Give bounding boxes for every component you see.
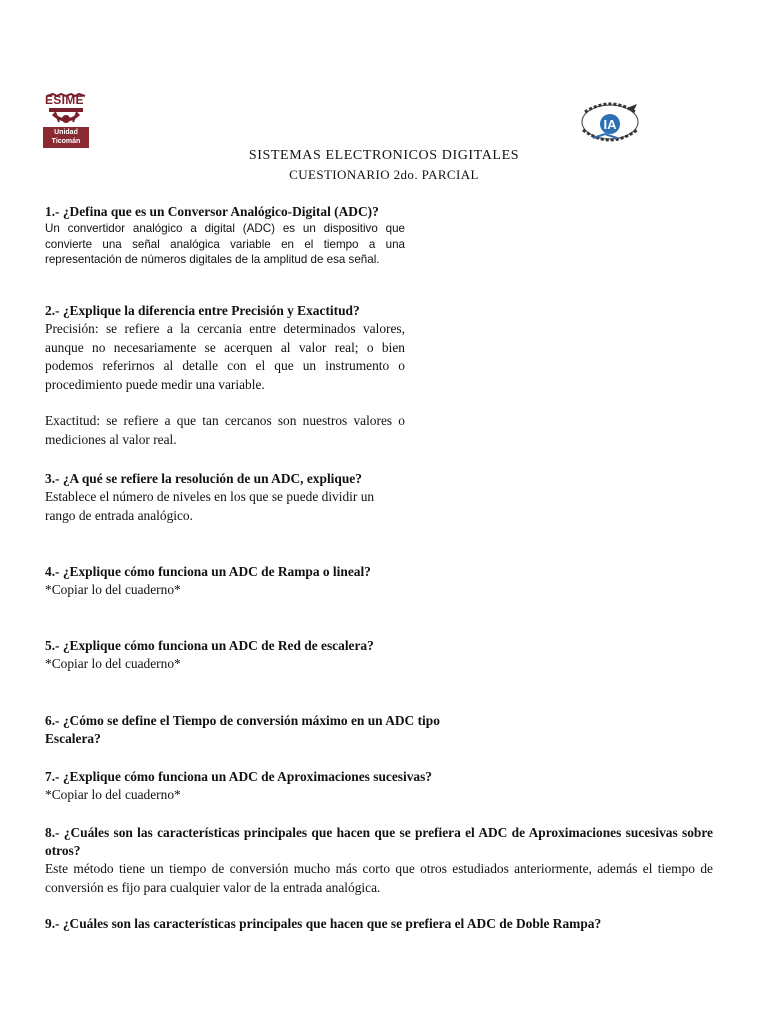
question-block-8: [45, 824, 713, 897]
question-1: 1.- ¿Defina que es un Conversor Analógico-Digital (ADC)?: [45, 204, 379, 219]
answer-3: Establece el número de niveles en los que se puede dividir un rango de entrada analógico.: [45, 489, 375, 523]
question-block-9: [45, 915, 713, 933]
esime-word: ESIME: [45, 93, 84, 107]
question-block-2: [45, 302, 405, 449]
esime-unit-line1: Unidad: [54, 129, 78, 136]
answer-5: *Copiar lo del cuaderno*: [45, 656, 181, 671]
question-2: 2.- ¿Explique la diferencia entre Precisión y Exactitud?: [45, 303, 360, 318]
document-subtitle: CUESTIONARIO 2do. PARCIAL: [289, 167, 479, 182]
svg-text:IA: IA: [603, 117, 617, 132]
document-title: SISTEMAS ELECTRONICOS DIGITALES: [248, 148, 520, 163]
question-block-3: [45, 470, 405, 525]
question-7: 7.- ¿Explique cómo funciona un ADC de Aproximaciones sucesivas?: [45, 769, 433, 784]
question-block-5: [45, 637, 405, 674]
question-block-6: [45, 712, 475, 748]
question-4: 4.- ¿Explique cómo funciona un ADC de Rampa o lineal?: [45, 564, 371, 579]
answer-1: Un convertidor analógico a digital (ADC) es un dispositivo que convierte una señal analógica variable en el tiempo a una representación de números digitales de la amplitud de esa señal.: [45, 222, 405, 266]
answer-7: *Copiar lo del cuaderno*: [45, 787, 181, 802]
answer-8: Este método tiene un tiempo de conversión mucho más corto que otros estudiados anteriormente, además el tiempo de conversión es fijo para cualquier valor de la entrada analógica.: [45, 861, 713, 895]
answer-2-gap: [45, 394, 405, 412]
right-emblem-logo: [577, 100, 643, 150]
esime-logo: [43, 92, 89, 148]
answer-2b: Exactitud: se refiere a que tan cercanos son nuestros valores o mediciones al valor real.: [45, 413, 405, 447]
question-5: 5.- ¿Explique cómo funciona un ADC de Red de escalera?: [45, 638, 374, 653]
question-9: 9.- ¿Cuáles son las características principales que hacen que se prefiera el ADC de Doble Rampa?: [45, 916, 602, 931]
esime-unit-box: [43, 127, 89, 148]
answer-2: Precisión: se refiere a la cercania entre determinados valores, aunque no necesariamente se acerquen al valor real; o bien podemos referirnos al detalle con el que un instrumento o procedimiento puede medir una variable.: [45, 321, 405, 392]
question-block-1: [45, 203, 405, 268]
question-6: 6.- ¿Cómo se define el Tiempo de conversión máximo en un ADC tipo Escalera?: [45, 713, 440, 746]
question-block-4: [45, 563, 405, 600]
esime-emblem: [43, 92, 89, 126]
question-3: 3.- ¿A qué se refiere la resolución de un ADC, explique?: [45, 471, 362, 486]
question-8: 8.- ¿Cuáles son las características principales que hacen que se prefiera el ADC de Aproximaciones sucesivas sobre otros?: [45, 825, 713, 858]
esime-unit-line2: Ticomán: [51, 138, 81, 145]
answer-4: *Copiar lo del cuaderno*: [45, 582, 181, 597]
question-block-7: [45, 768, 713, 805]
